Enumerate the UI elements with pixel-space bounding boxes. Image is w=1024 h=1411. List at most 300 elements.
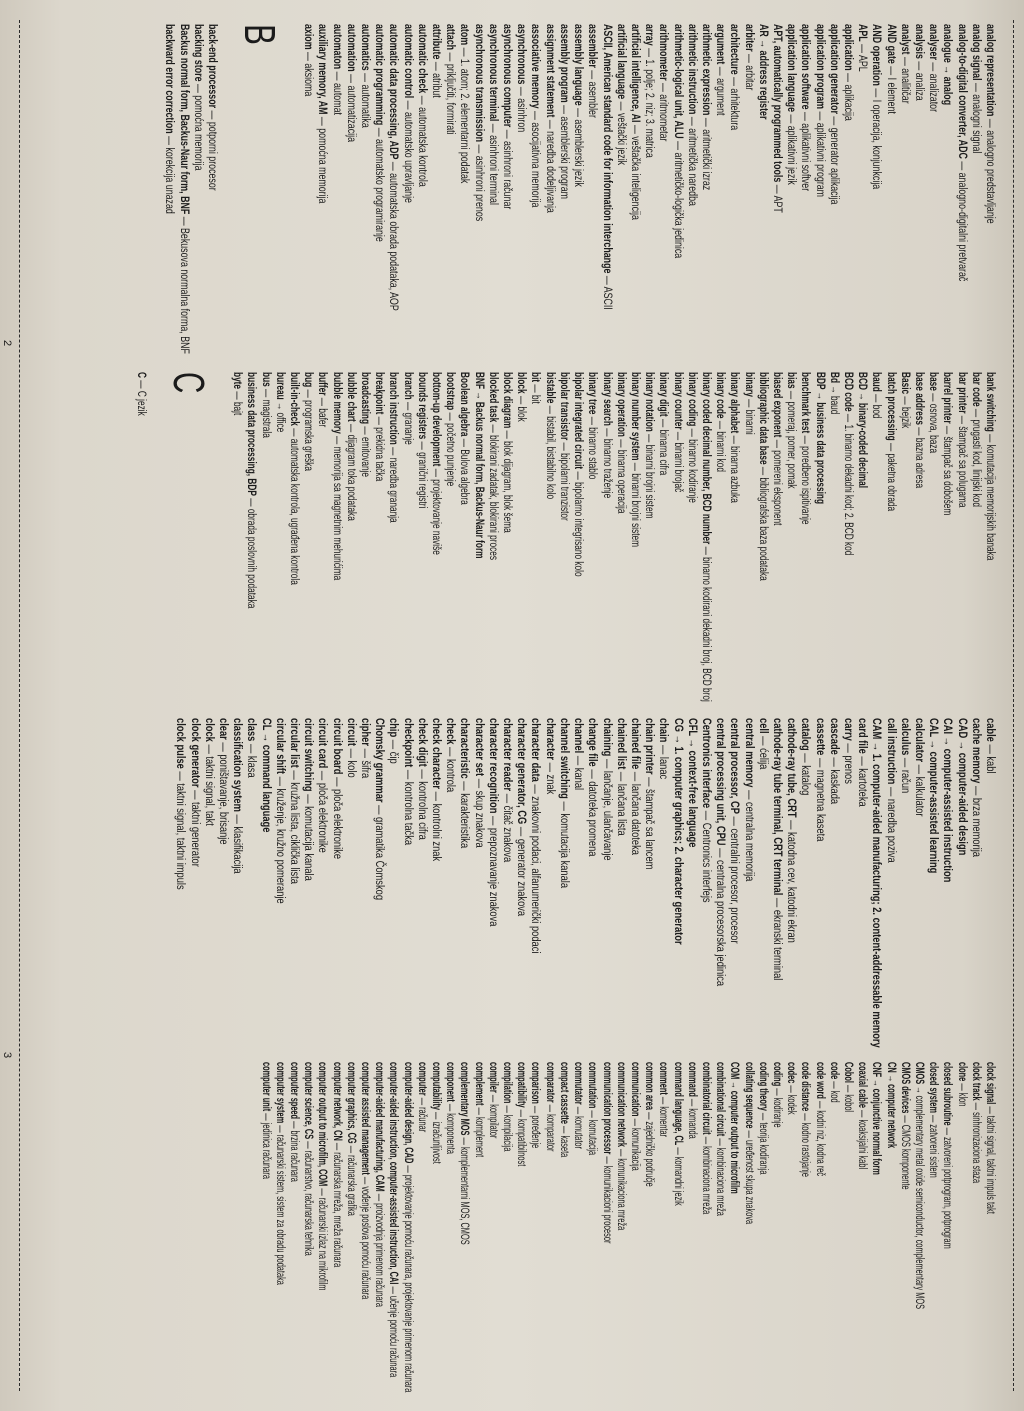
entry-term: asynchronous terminal <box>486 24 501 122</box>
entry-term: characteristic <box>458 718 473 779</box>
dictionary-entry <box>430 718 444 1048</box>
entry-term: bias <box>785 372 800 389</box>
entry-term: CN → computer network <box>884 1062 899 1149</box>
dictionary-entry <box>643 1062 657 1392</box>
entry-definition: — čip <box>387 737 402 764</box>
entry-term: code distance <box>799 1062 814 1112</box>
entry-definition: — blokirani zadatak, blokirani proces <box>486 422 501 560</box>
bottom-dashed-rule <box>19 20 20 1391</box>
entry-term: check <box>444 718 459 745</box>
dictionary-entry <box>941 718 955 1048</box>
entry-term: character generator, CG <box>515 718 530 825</box>
entry-definition: — automatika <box>359 70 374 128</box>
entry-term: binary digit <box>657 372 672 417</box>
entry-definition: — komunikaciona mreža <box>614 1146 629 1231</box>
dictionary-entry <box>757 372 771 702</box>
dictionary-entry <box>430 372 444 702</box>
entry-definition: — bazna adresa <box>912 424 927 489</box>
entry-definition: — štampač sa lancem <box>643 774 658 870</box>
dictionary-entry <box>515 372 529 702</box>
entry-term: computer-aided manufacturing, CAM <box>373 1062 388 1192</box>
dictionary-entry <box>899 1062 913 1392</box>
entry-term: compact cassette <box>557 1062 572 1124</box>
dictionary-entry <box>955 718 969 1048</box>
entry-definition: — analogno predstavljanje <box>984 116 998 224</box>
entry-definition: — šifra <box>359 746 374 779</box>
entry-term: cell <box>756 718 771 734</box>
entry-definition: — aplikacija <box>841 70 856 121</box>
entry-definition: — komplementarni MOS, CMOS <box>458 1135 473 1245</box>
entry-definition: — CMOS komponente <box>898 1113 913 1190</box>
entry-term: attribute <box>430 24 445 60</box>
dictionary-entry <box>444 372 458 702</box>
entry-term: artificial intelligence, AI <box>628 24 643 123</box>
entry-definition: — bipolarni tranzistor <box>557 440 572 521</box>
dictionary-entry <box>714 718 728 1048</box>
entry-term: bubble memory <box>330 372 345 434</box>
entry-term: character data <box>529 718 544 782</box>
entry-definition: — emitovanje <box>359 424 374 478</box>
entry-term: analog representation <box>984 24 998 117</box>
entry-definition: — binarno traženje <box>600 425 615 499</box>
entry-definition: — kodek <box>785 1083 800 1115</box>
entry-term: Basic <box>898 372 913 395</box>
entry-definition: — Bulova algebra <box>458 436 473 505</box>
entry-term: card file <box>856 718 871 754</box>
entry-term: barrel printer <box>941 372 956 424</box>
entry-term: calculus <box>898 718 913 756</box>
dictionary-entry <box>856 372 870 702</box>
entry-definition: — komutacija kanala <box>302 791 317 881</box>
entry-definition: — komunikacioni procesor <box>600 1154 615 1244</box>
entry-term: closed subroutine <box>941 1062 956 1126</box>
dictionary-entry <box>870 1062 884 1392</box>
entry-term: artificial language <box>614 24 629 100</box>
entry-term: blocked task <box>486 372 501 423</box>
entry-term: application program <box>813 24 828 110</box>
dictionary-entry <box>444 24 458 354</box>
entry-term: circuit switching <box>302 718 317 792</box>
entry-definition: — arhitektura <box>728 74 743 131</box>
entry-term: arithmetic instruction <box>685 24 700 115</box>
entry-term: CL → command language <box>259 718 274 833</box>
entry-term: cable <box>984 718 998 742</box>
entry-term: asynchronous transmission <box>472 24 487 142</box>
entry-term: character reader <box>501 718 516 792</box>
entry-term: binary counter <box>671 372 686 430</box>
dictionary-entry <box>615 1062 629 1392</box>
entry-definition: — naredba dodeljivanja <box>543 117 558 213</box>
entry-term: CFL → context-free language <box>685 718 700 848</box>
dictionary-entry <box>785 24 799 354</box>
entry-term: batch processing <box>884 372 899 441</box>
entry-term: codec <box>785 1062 800 1084</box>
entry-term: check digit <box>415 718 430 767</box>
entry-definition: — magnetna kaseta <box>813 755 828 842</box>
entry-definition: — skup znakova <box>472 776 487 848</box>
entry-definition: — naredba poziva <box>884 784 899 863</box>
entry-term: application generator <box>827 24 842 114</box>
dictionary-entry <box>842 372 856 702</box>
dictionary-entry <box>927 372 941 702</box>
entry-definition: — korekcija unazad <box>163 133 178 214</box>
entry-term: base address <box>912 372 927 425</box>
entry-definition: — magistrala <box>259 386 274 438</box>
entry-term: clock <box>202 718 217 742</box>
entry-definition: — asinhroni terminal <box>486 121 501 205</box>
dictionary-entry <box>913 1062 927 1392</box>
dictionary-entry <box>472 24 486 354</box>
entry-term: automatic check <box>415 24 430 94</box>
dictionary-entry <box>700 24 714 354</box>
dictionary-entry <box>416 718 430 1048</box>
entry-term: catalog <box>799 718 814 751</box>
entry-term: communication network <box>614 1062 629 1147</box>
entry-term: arithmetic expression <box>699 24 714 116</box>
entry-definition: — binarno kodiranje <box>685 426 700 503</box>
entry-term: computer <box>415 1062 430 1096</box>
entry-term: circuit <box>344 718 359 747</box>
entry-term: compatibility <box>515 1062 530 1108</box>
dictionary-entry <box>870 372 884 702</box>
entry-definition: — analogno-digitalni pretvarač <box>955 158 970 282</box>
dictionary-entry <box>771 1062 785 1392</box>
dictionary-entry <box>799 24 813 354</box>
dictionary-entry <box>206 24 220 354</box>
entry-term: closed system <box>927 1062 942 1113</box>
entry-term: Cobol <box>841 1062 856 1083</box>
dictionary-entry <box>572 372 586 702</box>
entry-term: broadcasting <box>359 372 374 425</box>
entry-term: binary <box>742 372 757 397</box>
entry-term: backward error correction <box>163 24 178 134</box>
entry-term: bipolar integrated circuit <box>572 372 587 470</box>
dictionary-entry <box>742 24 756 354</box>
dictionary-entry <box>288 372 302 702</box>
entry-term: comparison <box>529 1062 544 1104</box>
entry-definition: — koaksijalni kabl <box>856 1107 871 1170</box>
entry-definition: — priključiti, formirati <box>444 50 459 135</box>
entry-term: BDP → business data processing <box>813 372 828 505</box>
entry-term: computer-aided instruction, computer-assisted instruction, CAI <box>387 1062 402 1285</box>
entry-term: block <box>515 372 530 394</box>
dictionary-entry <box>487 718 501 1048</box>
entry-definition: — prepoznavanje znakova <box>486 813 501 927</box>
entry-definition: — kombinaciona mreža <box>714 1136 729 1216</box>
entry-definition: — asemblerski jezik <box>572 105 587 187</box>
entry-term: business data processing, BDP <box>245 372 260 496</box>
entry-term: bureau <box>273 372 288 400</box>
entry-definition: — taktni signal, taktni impuls <box>174 768 189 890</box>
entry-term: arithmetic-logical unit, ALU <box>671 24 686 139</box>
entry-definition: — analizator <box>927 59 942 113</box>
dictionary-entry <box>913 372 927 702</box>
entry-term: channel switching <box>557 718 572 799</box>
dictionary-entry <box>529 718 543 1048</box>
dictionary-column-1 <box>163 24 998 354</box>
dictionary-entry <box>728 718 742 1048</box>
dictionary-entry <box>686 24 700 354</box>
dictionary-entry <box>828 1062 842 1392</box>
entry-term: biased exponent <box>770 372 785 438</box>
dictionary-entry <box>657 1062 671 1392</box>
entry-term: buffer <box>316 372 331 396</box>
dictionary-entry <box>799 372 813 702</box>
entry-term: analog-to-digital converter, ADC <box>955 24 970 159</box>
entry-term: computer speed <box>288 1062 303 1120</box>
dictionary-entry <box>458 718 472 1048</box>
dictionary-entry <box>302 718 316 1048</box>
entry-definition: — dijagram toka podataka <box>344 421 359 521</box>
entry-term: computer network, CN <box>330 1062 345 1141</box>
entry-term: block diagram <box>501 372 516 429</box>
entry-definition: — katodna cev, katodni ekran <box>785 817 800 943</box>
dictionary-entry <box>515 1062 529 1392</box>
entry-term: common area <box>643 1062 658 1111</box>
dictionary-entry <box>345 718 359 1048</box>
dictionary-column-4 <box>259 1062 998 1392</box>
dictionary-entry <box>771 718 785 1048</box>
entry-definition: — uređenost skupa znakova <box>742 1128 757 1225</box>
entry-definition: — ASCII <box>600 273 615 310</box>
entry-definition: — memorija sa magnetnim mehurićima <box>330 433 345 581</box>
dictionary-entry <box>742 1062 756 1392</box>
entry-definition: — binarni brojni sistem <box>643 431 658 519</box>
dictionary-entry <box>274 1062 288 1392</box>
entry-term: analog signal <box>969 24 984 81</box>
entry-definition: — aksioma <box>302 49 317 97</box>
entry-definition: — pomoćna memorija <box>316 114 331 204</box>
entry-term: central processing unit, CPU <box>714 718 729 846</box>
entry-definition: — računarski sistem, sistem za obradu podataka <box>273 1123 288 1285</box>
entry-definition: — automatsko programiranje <box>373 125 388 242</box>
entry-definition: — komandni jezik <box>671 1145 686 1206</box>
dictionary-entry <box>472 1062 486 1392</box>
entry-definition: — kontrolna cifra <box>415 766 430 840</box>
entry-term: cache memory <box>969 718 984 784</box>
dictionary-entry <box>643 372 657 702</box>
entry-definition: — analiza <box>912 58 927 101</box>
entry-term: analysis <box>912 24 927 59</box>
dictionary-entry <box>288 718 302 1048</box>
entry-term: classification system <box>231 718 246 812</box>
dictionary-entry <box>487 1062 501 1392</box>
dictionary-entry <box>657 372 671 702</box>
dictionary-entry <box>203 718 217 1048</box>
entry-term: AND operation <box>870 24 885 86</box>
dictionary-entry <box>899 372 913 702</box>
dictionary-entry <box>430 24 444 354</box>
entry-term: back-end processor <box>206 24 221 109</box>
entry-term: bit <box>529 372 544 383</box>
entry-term: Backus normal form, Backus-Naur form, BNF <box>177 24 192 215</box>
entry-definition: — arbitar <box>742 51 757 91</box>
dictionary-entry <box>330 718 344 1048</box>
entry-term: assignment statement <box>543 24 558 118</box>
entry-definition: — Bekusova normalna forma, BNF <box>177 214 192 354</box>
entry-definition: — komplement <box>472 1105 487 1158</box>
dictionary-entry <box>870 718 884 1048</box>
entry-term: architecture <box>728 24 743 75</box>
dictionary-entry <box>600 718 614 1048</box>
entry-term: chained file <box>628 718 643 770</box>
entry-term: automaton <box>330 24 345 70</box>
entry-term: class <box>245 718 260 742</box>
section-letter: C <box>164 372 214 394</box>
dictionary-entry <box>458 24 472 354</box>
entry-term: chaining <box>600 718 615 757</box>
dictionary-entry <box>458 372 472 702</box>
entry-term: computer-aided design, CAD <box>401 1062 416 1164</box>
entry-definition: — asemblerski program <box>557 102 572 200</box>
entry-definition: — pomereni eksponent <box>770 437 785 526</box>
entry-term: clock signal <box>984 1062 998 1105</box>
page-number-left: 2 <box>1 340 13 347</box>
entry-term: branch <box>401 372 416 400</box>
entry-definition: — proizvodnja primenom računara <box>373 1191 388 1308</box>
dictionary-entry <box>899 718 913 1048</box>
entry-term: call instruction <box>884 718 899 785</box>
entry-definition: — automatizacija <box>344 71 359 142</box>
entry-definition: — blok <box>515 393 530 422</box>
dictionary-entry <box>757 1062 771 1392</box>
entry-term: calculator <box>912 718 927 763</box>
entry-term: cathode-ray tube terminal, CRT terminal <box>770 718 785 896</box>
dictionary-entry <box>345 1062 359 1392</box>
entry-term: arithmometer <box>657 24 672 81</box>
dictionary-entry <box>302 1062 316 1392</box>
entry-term: binary alphabet <box>728 372 743 434</box>
entry-term: CAM → 1. computer-aided manufacturing; 2. content-addressable memory <box>870 718 885 1048</box>
dictionary-entry <box>401 718 415 1048</box>
dictionary-entry <box>629 1062 643 1392</box>
dictionary-entry <box>700 1062 714 1392</box>
dictionary-entry <box>259 718 273 1048</box>
entry-definition: — centralna procesorska jedinica <box>714 845 729 987</box>
entry-definition: — asocijativna memorija <box>529 108 544 208</box>
dictionary-entry <box>259 372 273 702</box>
dictionary-entry <box>373 24 387 354</box>
dictionary-entry <box>359 718 373 1048</box>
dictionary-entry <box>487 372 501 702</box>
entry-term: CAI → computer-assisted instruction <box>941 718 956 883</box>
entry-definition: — ekranski terminal <box>770 895 785 981</box>
entry-definition: — bod <box>870 391 885 419</box>
dictionary-entry <box>259 1062 273 1392</box>
entry-definition: — generator znakova <box>515 824 530 917</box>
entry-definition: — automatska kontrola <box>415 93 430 187</box>
entry-term: asynchronous computer <box>501 24 516 128</box>
entry-definition: — aritmometar <box>657 80 672 142</box>
dictionary-entry <box>842 1062 856 1392</box>
dictionary-entry <box>813 718 827 1048</box>
entry-term: C <box>135 372 150 378</box>
entry-term: binary notation <box>643 372 658 432</box>
entry-definition: — automatska kontrola, ugrađena kontrola <box>288 425 303 585</box>
dictionary-entry <box>927 1062 941 1392</box>
entry-definition: — centralni procesor, procesor <box>728 813 743 944</box>
dictionary-entry <box>586 1062 600 1392</box>
dictionary-entry <box>387 1062 401 1392</box>
dictionary-entry <box>785 372 799 702</box>
dictionary-entry <box>501 1062 515 1392</box>
entry-term: channel <box>572 718 587 754</box>
dictionary-entry <box>629 718 643 1048</box>
entry-term: computer science, CS <box>302 1062 317 1140</box>
dictionary-entry <box>416 1062 430 1392</box>
entry-definition: — kružna lista, ciklička lista <box>288 767 303 884</box>
dictionary-entry <box>572 718 586 1048</box>
dictionary-entry <box>302 24 316 354</box>
dictionary-entry <box>899 24 913 354</box>
entry-term: bar printer <box>955 372 970 414</box>
dictionary-entry <box>955 372 969 702</box>
entry-definition: — kodni niz, kodna reč <box>813 1098 828 1177</box>
entry-term: Chomsky grammar <box>373 718 388 803</box>
entry-definition: — I element <box>884 63 899 114</box>
dictionary-entry <box>515 718 529 1048</box>
entry-definition: — 1. polje; 2. niz; 3. matrica <box>643 45 658 158</box>
entry-definition: — kompatibilnost <box>515 1107 530 1167</box>
entry-term: backing store <box>191 24 206 82</box>
entry-term: collating sequence <box>742 1062 757 1129</box>
entry-definition: → baud <box>827 383 842 415</box>
entry-term: cipher <box>359 718 374 747</box>
entry-definition: — komutacija kanala <box>557 798 572 889</box>
dictionary-entry <box>728 24 742 354</box>
entry-term: binary code <box>714 372 729 419</box>
entry-definition: — lančana datoteka <box>628 769 643 855</box>
dictionary-entry <box>330 1062 344 1392</box>
entry-term: BCD → binary-coded decimal <box>856 372 871 489</box>
entry-definition: — bejzik <box>898 394 913 429</box>
entry-definition: — aritmetički izraz <box>699 115 714 191</box>
dictionary-entry <box>192 24 206 354</box>
entry-term: commutator <box>572 1062 587 1105</box>
entry-definition: → office <box>273 399 288 433</box>
entry-term: cascade <box>827 718 842 755</box>
dictionary-entry <box>984 1062 998 1392</box>
entry-term: bootstrap <box>444 372 459 411</box>
entry-definition: — lančanje, ulančavanje <box>600 756 615 861</box>
entry-definition: — aplikativni softver <box>799 109 814 192</box>
entry-definition: — granični registri <box>415 439 430 509</box>
dictionary-entry <box>686 718 700 1048</box>
dictionary-entry <box>984 372 998 702</box>
entry-term: computer graphics, CG <box>344 1062 359 1144</box>
entry-term: computer system <box>273 1062 288 1124</box>
dictionary-entry <box>529 24 543 354</box>
section-letter: B <box>235 24 285 45</box>
dictionary-entry <box>544 718 558 1048</box>
entry-term: CMOS <box>912 1062 927 1085</box>
entry-definition: — zajedničko područje <box>643 1110 658 1187</box>
entry-term: AR → address register <box>756 24 771 120</box>
entry-term: combinational circuit <box>714 1062 729 1137</box>
entry-definition: — klon <box>955 1081 970 1107</box>
entry-definition: — računar <box>415 1095 430 1133</box>
dictionary-entry <box>330 372 344 702</box>
entry-definition: — štampač sa polugama <box>955 413 970 508</box>
dictionary-entry <box>245 718 259 1048</box>
dictionary-entry <box>884 718 898 1048</box>
dictionary-entry <box>558 718 572 1048</box>
entry-term: binary number system <box>628 372 643 461</box>
entry-term: check character <box>430 718 445 790</box>
entry-definition: — karakteristika <box>458 778 473 849</box>
dictionary-entry <box>544 24 558 354</box>
entry-definition: — binarni kod <box>714 418 729 472</box>
